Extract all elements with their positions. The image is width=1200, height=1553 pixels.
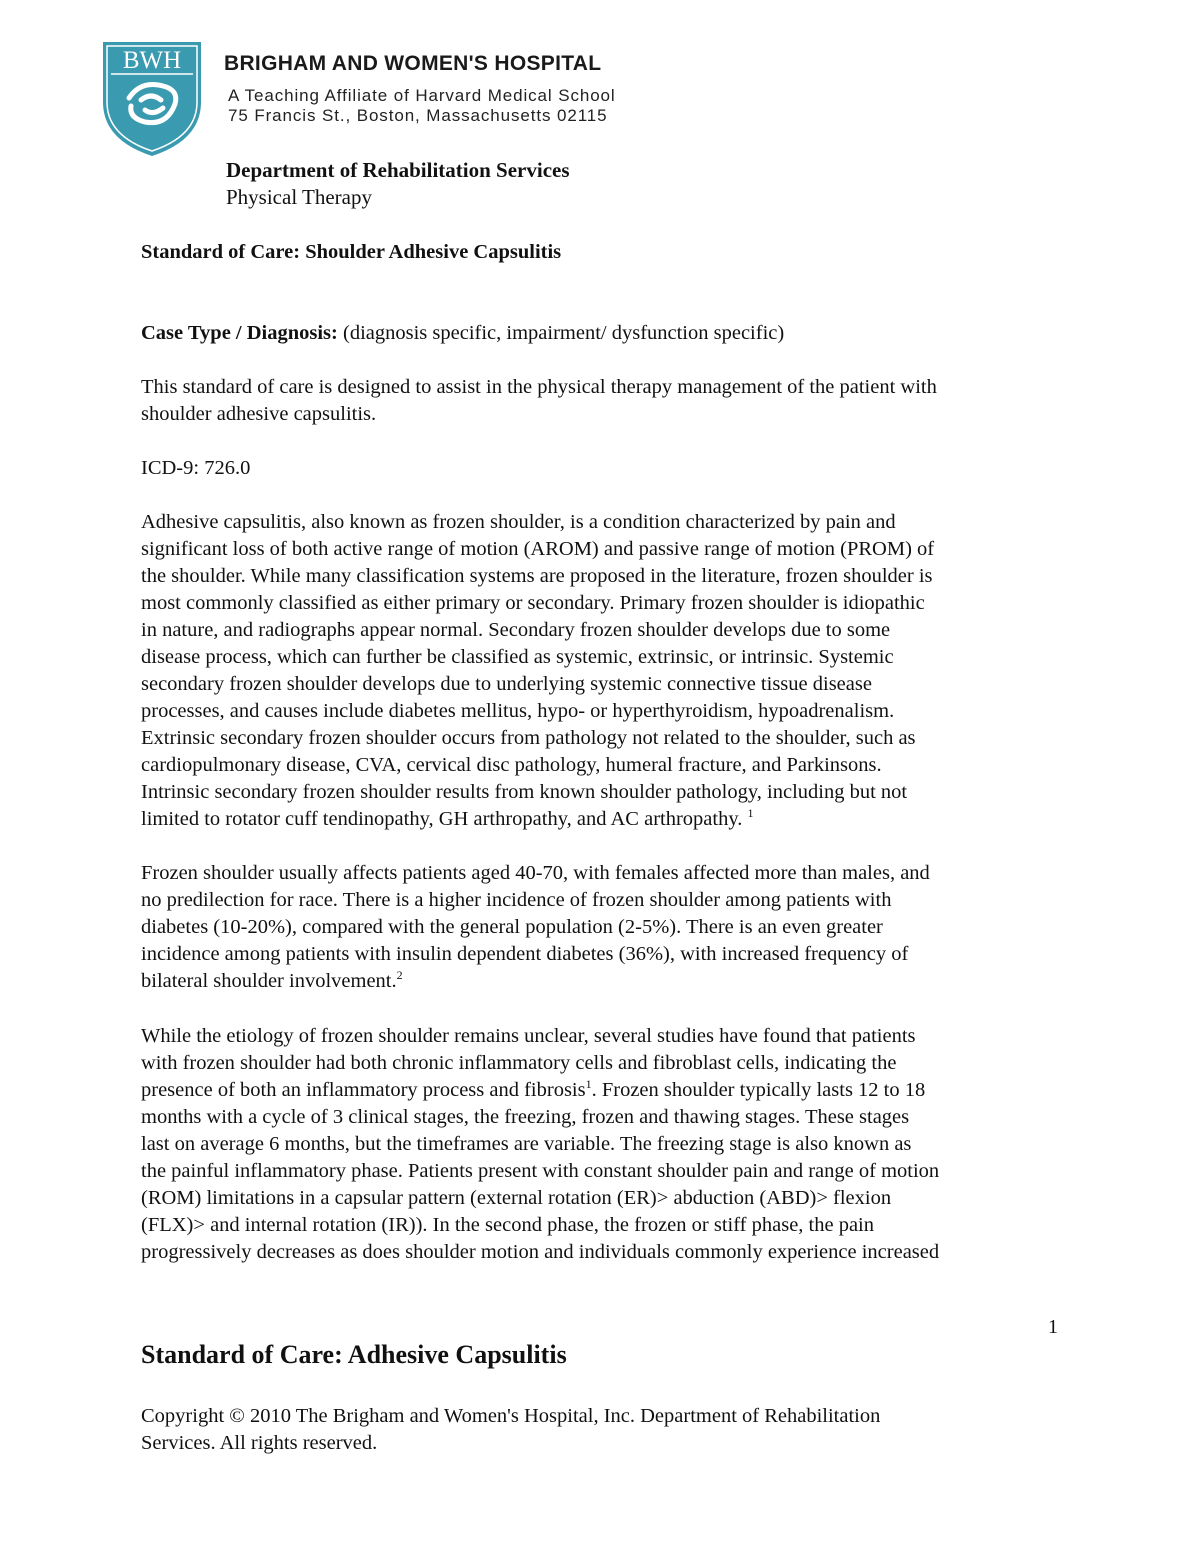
paragraph-etiology xyxy=(141,1023,1071,1266)
text-line: Adhesive capsulitis, also known as frozen shoulder, is a condition characterized by pain and xyxy=(141,511,896,533)
text-line: last on average 6 months, but the timeframes are variable. The freezing stage is also known as xyxy=(141,1133,912,1155)
text-line xyxy=(141,968,1071,995)
text-line: processes, and causes include diabetes mellitus, hypo- or hyperthyroidism, hypoadrenalism. xyxy=(141,700,895,722)
paragraph-epidemiology xyxy=(141,860,1071,995)
text-line xyxy=(141,806,1071,833)
text-line: Frozen shoulder usually affects patients aged 40-70, with females affected more than males, and xyxy=(141,862,930,884)
text-line: disease process, which can further be classified as systemic, extrinsic, or intrinsic. Systemic xyxy=(141,646,894,668)
text-line: most commonly classified as either primary or secondary. Primary frozen shoulder is idiopathic xyxy=(141,592,925,614)
text-line: months with a cycle of 3 clinical stages, the freezing, frozen and thawing stages. These stages xyxy=(141,1106,910,1128)
text-line: in nature, and radiographs appear normal. Secondary frozen shoulder develops due to some xyxy=(141,619,891,641)
text-line: with frozen shoulder had both chronic inflammatory cells and fibroblast cells, indicating the xyxy=(141,1052,897,1074)
text-fragment: . Frozen shoulder typically lasts 12 to 18 xyxy=(591,1079,926,1101)
text-line: (FLX)> and internal rotation (IR)). In the second phase, the frozen or stiff phase, the pain xyxy=(141,1214,875,1236)
text-fragment: bilateral shoulder involvement. xyxy=(141,970,397,992)
text-line: Extrinsic secondary frozen shoulder occurs from pathology not related to the shoulder, such as xyxy=(141,727,916,749)
text-fragment: limited to rotator cuff tendinopathy, GH arthropathy, and AC arthropathy. xyxy=(141,808,748,830)
text-line: incidence among patients with insulin dependent diabetes (36%), with increased frequency of xyxy=(141,943,909,965)
bwh-logo xyxy=(101,40,203,158)
footer-title: Standard of Care: Adhesive Capsulitis xyxy=(141,1340,567,1369)
reference-superscript: 2 xyxy=(396,968,403,982)
text-line: Services. All rights reserved. xyxy=(141,1432,378,1454)
case-type-value: (diagnosis specific, impairment/ dysfunction specific) xyxy=(337,322,785,344)
text-line: While the etiology of frozen shoulder remains unclear, several studies have found that patients xyxy=(141,1025,916,1047)
reference-superscript: 1 xyxy=(747,806,754,820)
text-fragment: presence of both an inflammatory process and fibrosis xyxy=(141,1079,586,1101)
text-line: the painful inflammatory phase. Patients present with constant shoulder pain and range of motion xyxy=(141,1160,940,1182)
text-line: cardiopulmonary disease, CVA, cervical disc pathology, humeral fracture, and Parkinsons. xyxy=(141,754,882,776)
text-line: the shoulder. While many classification systems are proposed in the literature, frozen shoulder is xyxy=(141,565,933,587)
paragraph-definition xyxy=(141,509,1071,833)
text-line: Intrinsic secondary frozen shoulder results from known shoulder pathology, including but not xyxy=(141,781,908,803)
text-line: diabetes (10-20%), compared with the general population (2-5%). There is an even greater xyxy=(141,916,883,938)
text-line: secondary frozen shoulder develops due to underlying systemic connective tissue disease xyxy=(141,673,872,695)
text-line: This standard of care is designed to assist in the physical therapy management of the patient with xyxy=(141,376,937,398)
department-name: Department of Rehabilitation Services xyxy=(226,158,570,182)
address-line: 75 Francis St., Boston, Massachusetts 02115 xyxy=(228,106,608,125)
text-line: progressively decreases as does shoulder motion and individuals commonly experience increased xyxy=(141,1241,940,1263)
intro-paragraph xyxy=(141,374,1071,428)
text-line xyxy=(141,1077,1071,1104)
logo-text: BWH xyxy=(122,47,182,74)
hospital-name: BRIGHAM AND WOMEN'S HOSPITAL xyxy=(224,52,602,75)
text-line: significant loss of both active range of motion (AROM) and passive range of motion (PROM) of xyxy=(141,538,935,560)
affiliation-line: A Teaching Affiliate of Harvard Medical School xyxy=(228,86,616,105)
subdepartment-name: Physical Therapy xyxy=(226,185,372,209)
copyright-notice xyxy=(141,1403,1071,1457)
text-line: shoulder adhesive capsulitis. xyxy=(141,403,377,425)
reference-superscript: 1 xyxy=(585,1077,592,1091)
text-line: no predilection for race. There is a higher incidence of frozen shoulder among patients with xyxy=(141,889,892,911)
page-number: 1 xyxy=(1048,1316,1058,1338)
case-type xyxy=(141,320,1071,347)
case-type-label: Case Type / Diagnosis: xyxy=(141,322,338,344)
text-line: Copyright © 2010 The Brigham and Women's Hospital, Inc. Department of Rehabilitation xyxy=(141,1405,881,1427)
document-title: Standard of Care: Shoulder Adhesive Capsulitis xyxy=(141,241,562,263)
text-line: (ROM) limitations in a capsular pattern (external rotation (ER)> abduction (ABD)> flexion xyxy=(141,1187,892,1209)
icd-code: ICD-9: 726.0 xyxy=(141,457,251,479)
